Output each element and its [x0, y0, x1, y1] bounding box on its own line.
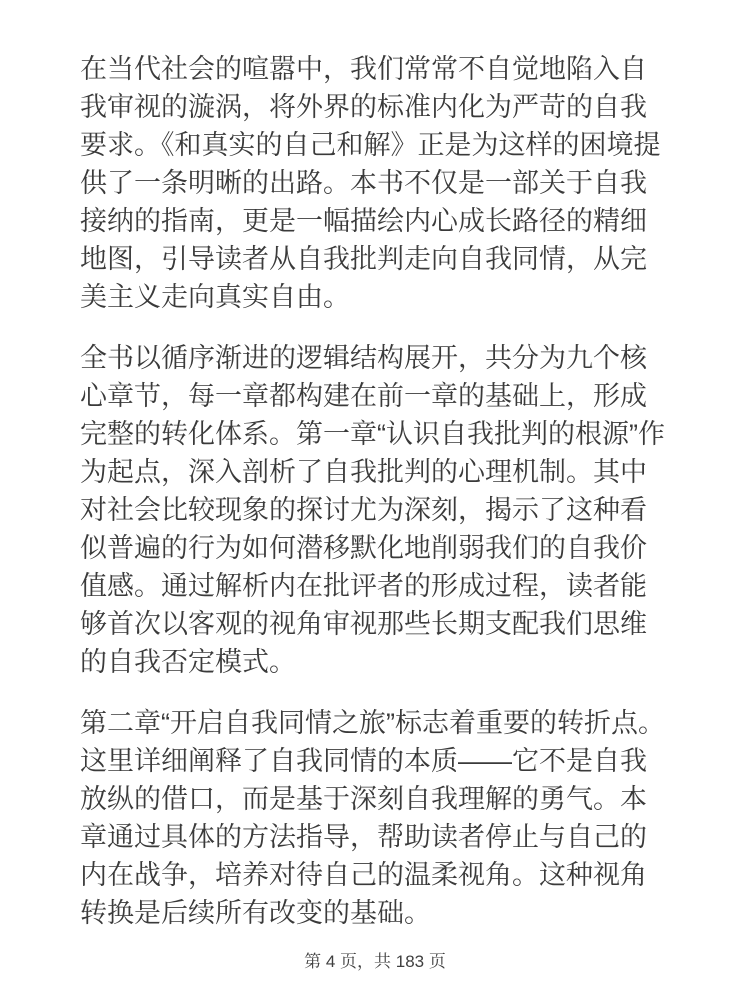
paragraph: 第二章“开启自我同情之旅”标志着重要的转折点。这里详细阐释了自我同情的本质——它不是自我放纵的借口，而是基于深刻自我理解的勇气。本章通过具体的方法指导，帮助读者停止与自己的内在战争，培养对待自己的温柔视角。这种视角转换是后续所有改变的基础。 [80, 708, 665, 928]
paragraph: 在当代社会的喧嚣中，我们常常不自觉地陷入自我审视的漩涡，将外界的标准内化为严苛的自我要求。《和真实的自己和解》正是为这样的困境提供了一条明晰的出路。本书不仅是一部关于自我接纳的指南，更是一幅描绘内心成长路径的精细地图，引导读者从自我批判走向自我同情，从完美主义走向真实自由。 [80, 54, 661, 312]
page-number: 第 4 页，共 183 页 [304, 952, 446, 971]
paragraph: 全书以循序渐进的逻辑结构展开，共分为九个核心章节，每一章都构建在前一章的基础上，形成完整的转化体系。第一章“认识自我批判的根源”作为起点，深入剖析了自我批判的心理机制。其中对社会比较现象的探讨尤为深刻，揭示了这种看似普遍的行为如何潜移默化地削弱我们的自我价值感。通过解析内在批评者的形成过程，读者能够首次以客观的视角审视那些长期支配我们思维的自我否定模式。 [80, 343, 665, 677]
